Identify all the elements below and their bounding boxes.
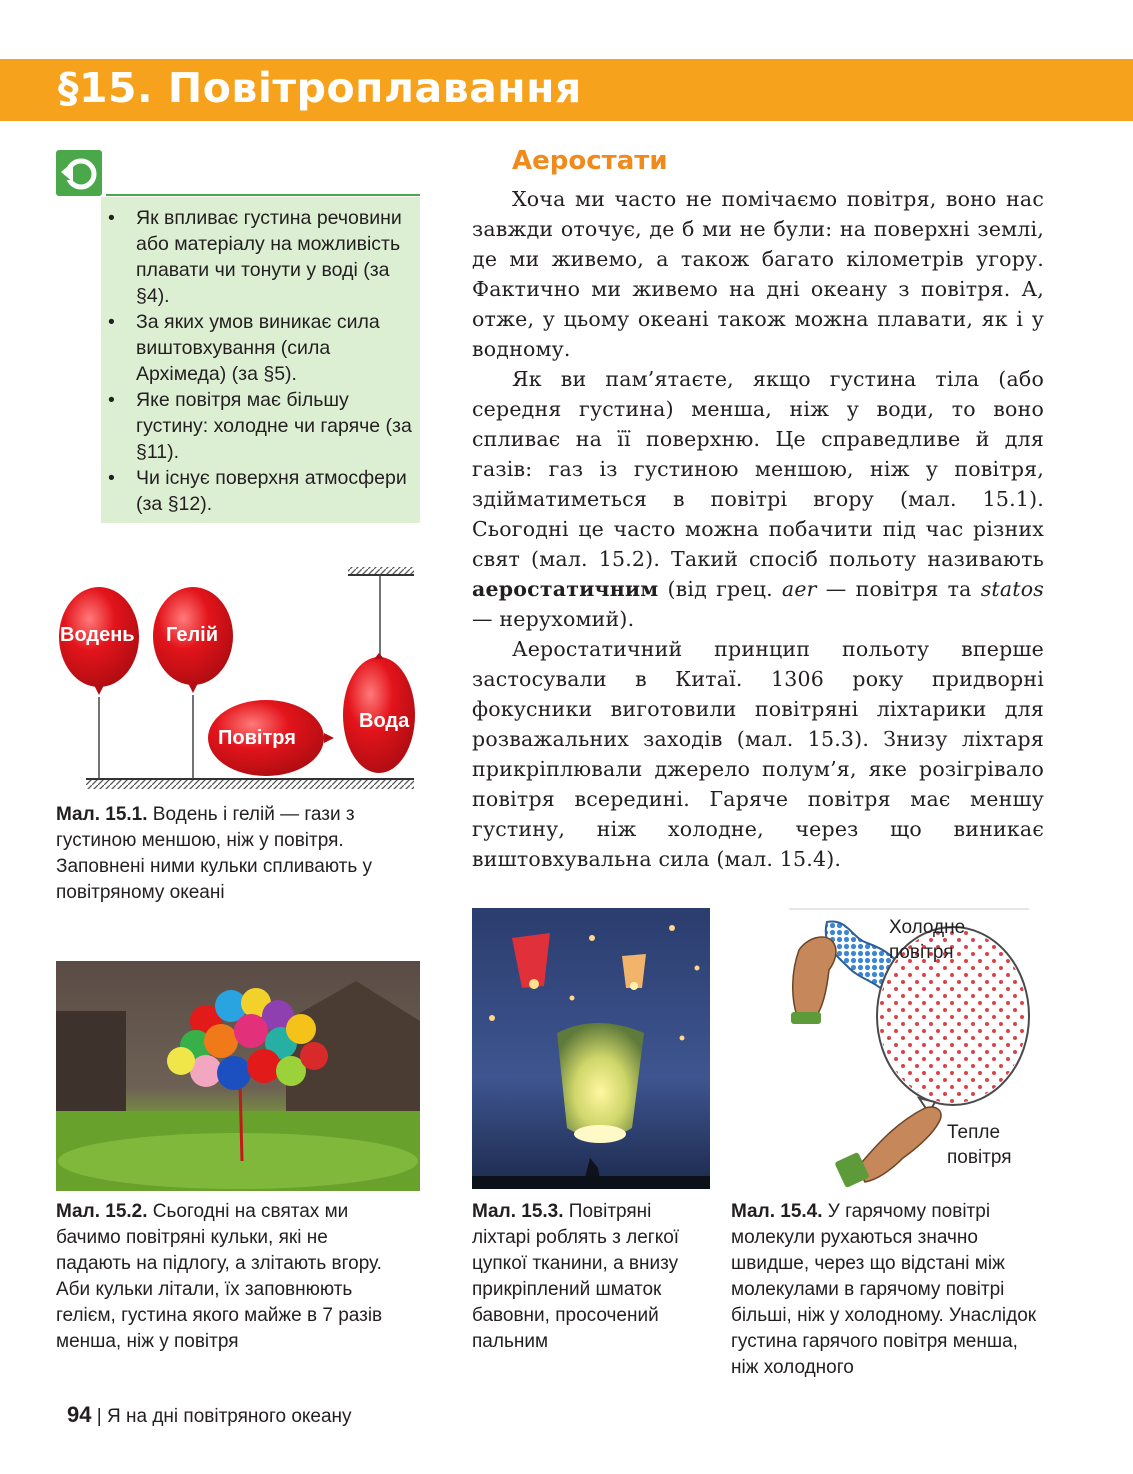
chapter-title: Я на дні повітряного океану — [106, 1406, 352, 1427]
review-item-text: Яке повітря має більшу густину: холодне чи гаряче (за §11). — [136, 389, 412, 463]
label-air: Повітря — [218, 727, 296, 749]
caption-fig-15-2 — [56, 1199, 401, 1355]
page-title: §15. Повітроплавання — [58, 64, 582, 112]
section-heading: Аеростати — [512, 146, 668, 176]
caption-text: Сьогодні на святах ми бачимо повітряні кульки, які не падають на підлогу, а злітають вгору. Аби кульки літали, їх заповнюють гелієм, густина якого майже в 7 разів менша, ніж у повітря — [56, 1201, 383, 1352]
caption-number: Мал. 15.3. — [472, 1201, 564, 1222]
label-cold-air-1: Холодне — [889, 917, 966, 938]
figure-molecules-balloons — [787, 908, 1045, 1191]
caption-text: У гарячому повітрі молекули рухаються значно швидше, через що відстані між молекулами в гарячому повітрі більші, ніж у холодному. Унаслідок густина гарячого повітря менша, ніж холодного — [731, 1201, 1037, 1378]
caption-text: Водень і гелій — гази з густиною меншою, ніж у повітря. Заповнені ними кульки спливають у повітряному океані — [56, 804, 373, 903]
label-cold-air-2: повітря — [889, 942, 954, 963]
photo-balloon-bunch — [56, 961, 420, 1191]
review-item: • Як впливає густина речовини або матеріалу на можливість плавати чи тонути у воді (за §4). — [108, 207, 402, 307]
label-hydrogen: Водень — [60, 624, 135, 646]
caption-number: Мал. 15.2. — [56, 1201, 148, 1222]
paragraph-2-text: — нерухомий). — [472, 607, 635, 631]
term-aer: aer — [781, 577, 817, 601]
caption-fig-15-4 — [731, 1199, 1049, 1381]
body-text — [472, 184, 1044, 874]
caption-number: Мал. 15.4. — [731, 1201, 823, 1222]
label-warm-air-2: повітря — [947, 1147, 1012, 1168]
paragraph-3: Аеростатичний принцип польоту вперше застосували в Китаї. 1306 року придворні фокусники виготовили повітряні ліхтарики для розважальних заходів (мал. 15.3). Знизу ліхтаря прикріплювали джерело полум’я, яке розігрівало повітря всередині. Гаряче повітря має меншу густину, ніж холодне, через що виникає виштовхувальна сила (мал. 15.4). — [472, 637, 1044, 871]
paragraph-1: Хоча ми часто не помічаємо повітря, воно нас завжди оточує, де б ми не були: на поверхні землі, де ми живемо, а також багато кілометрів угору. Фактично ми живемо на дні океану з повітря. А, отже, у цьому океані також можна плавати, як і у водному. — [472, 187, 1044, 361]
caption-text: Повітряні ліхтарі роблять з легкої цупкої тканини, а внизу прикріплений шматок бавовни, просочений пальним — [472, 1201, 680, 1352]
caption-fig-15-3 — [472, 1199, 700, 1355]
figure-balloons-gases — [56, 557, 422, 793]
return-arrow-icon — [56, 150, 102, 196]
review-item: • Чи існує поверхня атмосфери (за §12). — [108, 467, 407, 515]
paragraph-2-text: — повітря та — [816, 577, 981, 601]
page-footer — [67, 1402, 352, 1428]
review-divider — [106, 194, 420, 196]
paragraph-2 — [472, 364, 1044, 634]
review-item-text: Як впливає густина речовини або матеріалу на можливість плавати чи тонути у воді (за §4). — [136, 207, 402, 307]
review-list — [108, 205, 420, 517]
review-item: • Яке повітря має більшу густину: холодне чи гаряче (за §11). — [108, 389, 412, 463]
review-item-text: За яких умов виникає сила виштовхування (сила Архімеда) (за §5). — [136, 311, 380, 385]
page-number: 94 — [67, 1402, 92, 1427]
term-aerostatic: аеростатичним — [472, 577, 659, 601]
paragraph-2-text: Як ви пам’ятаєте, якщо густина тіла (або середня густина) менша, ніж у води, то воно спливає на її поверхню. Це справедливе й для газів: газ із густиною меншою, ніж у повітря, здійматиметься в повітрі вгору (мал. 15.1). Сьогодні це часто можна побачити під час різних свят (мал. 15.2). Такий спосіб польоту називають — [472, 367, 1044, 571]
photo-sky-lanterns — [472, 908, 710, 1189]
caption-number: Мал. 15.1. — [56, 804, 148, 825]
term-statos: statos — [980, 577, 1044, 601]
label-warm-air-1: Тепле — [947, 1122, 1001, 1143]
review-item-text: Чи існує поверхня атмосфери (за §12). — [136, 467, 407, 515]
label-helium: Гелій — [166, 624, 219, 646]
label-water: Вода — [359, 710, 410, 732]
paragraph-2-text: (від грец. — [658, 577, 782, 601]
footer-separator: | — [96, 1406, 102, 1427]
caption-fig-15-1 — [56, 802, 416, 906]
review-item: • За яких умов виникає сила виштовхування (сила Архімеда) (за §5). — [108, 311, 380, 385]
